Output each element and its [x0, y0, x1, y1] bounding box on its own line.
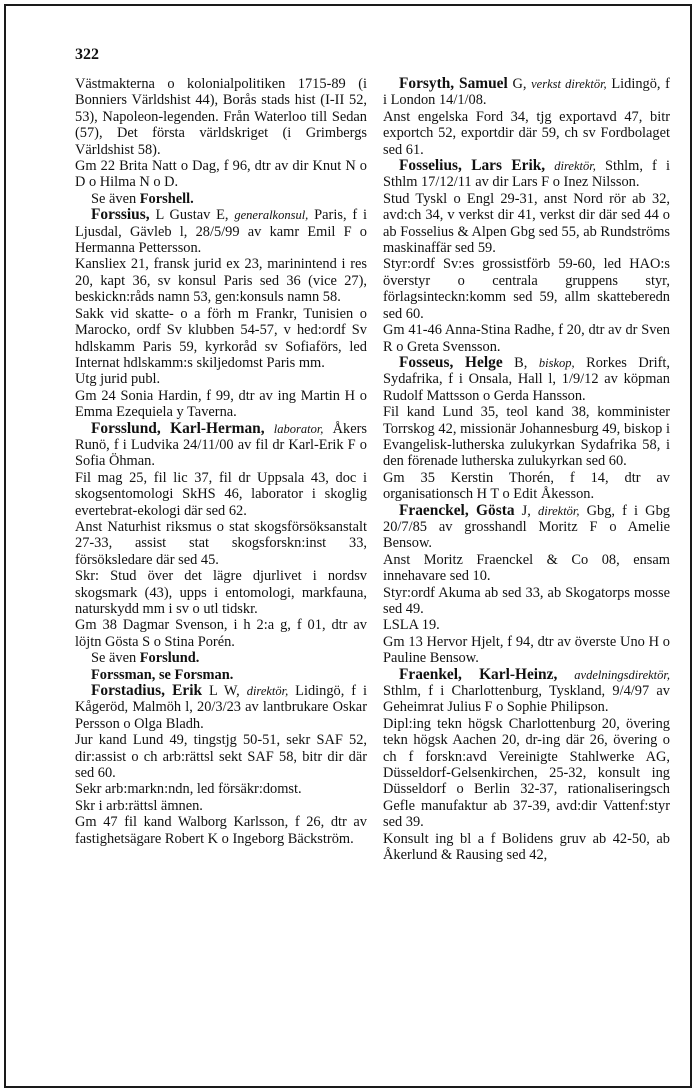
entry-initials: B, — [514, 354, 528, 371]
entry-text: Rorkes Drift, Sydafrika, f i Onsala, Hall l, 1/9/12 av köpman Rudolf Mattsson o Gerda Hansson. — [383, 354, 670, 404]
entry-paragraph: Dipl:ing tekn högsk Charlottenburg 20, övering tekn högsk Aachen 20, dr-ing där 26, övering o ch f forskn:avd Vereinigte Stahlwerke AG, Düsseldorf-Gelsenkirchen, 25-32, konsult ing Düsseldorf o Berlin 32-37, rationaliseringsch Gefle manufaktur ab 37-39, avd:dir Vattenf:styr sed 39. — [383, 715, 670, 831]
entry-paragraph: Västmakterna o kolonialpolitiken 1715-89 (i Bonniers Världshist 44), Borås stads hist (I-II 52, 53), Napoleon-legenden. Från Waterloo till Sedan (57), Det första världskriget (i Grimbergs Världshist 58). — [75, 76, 367, 158]
entry-paragraph: Anst Moritz Fraenckel & Co 08, ensam innehavare sed 10. — [383, 551, 670, 585]
entry-name: Fraenckel, Gösta — [399, 501, 515, 519]
biography-entry — [75, 421, 367, 470]
entry-text: Åkers Runö, f i Ludvika 24/11/00 av fil dr Karl-Erik F o Sofia Öhman. — [75, 420, 367, 470]
entry-name: Fosseus, Helge — [399, 353, 503, 371]
page-number: 322 — [75, 46, 99, 63]
entry-initials: L Gustav E, — [155, 207, 229, 224]
biography-entry — [383, 76, 670, 109]
entry-name: Forsyth, Samuel — [399, 75, 508, 92]
entry-title: laborator, — [273, 421, 324, 436]
entry-paragraph: Sekr arb:markn:ndn, led försäkr:domst. — [75, 781, 302, 798]
entry-text: Lidingö, f i London 14/1/08. — [383, 76, 670, 109]
entry-text: Lidingö, f i Kågeröd, Malmöh l, 20/3/23 av lantbrukare Oskar Persson o Olga Bladh. — [75, 683, 367, 732]
entry-title: direktör, — [537, 503, 580, 518]
entry-name: Forssius, — [91, 206, 150, 224]
entry-paragraph: Kansliex 21, fransk jurid ex 23, marinintend i res 20, kapt 36, sv konsul Paris sed 36 (vice 27), beskickn:råds namn 53, gen:konsuls namn 58. — [75, 256, 367, 306]
entry-title: verkst direktör, — [531, 77, 607, 91]
entry-paragraph: Styr:ordf Akuma ab sed 33, ab Skogatorps mosse sed 49. — [383, 584, 670, 617]
entry-initials: J, — [521, 502, 531, 519]
entry-text: Paris, f i Ljusdal, Gävleb l, 28/5/99 av kamr Emil F o Hermanna Pettersson. — [75, 207, 367, 257]
entry-paragraph: Sakk vid skatte- o a förh m Frankr, Tunisien o Marocko, ordf Sv klubben 54-57, v hed:ordf Sv hdlskamm Paris 59, kyrkoråd sv Sofiaförs, led Internat hdlskamm:s skiljedomst Paris mm. — [75, 305, 367, 371]
entry-paragraph: Gm 41-46 Anna-Stina Radhe, f 20, dtr av dr Sven R o Greta Svensson. — [383, 322, 670, 355]
cross-reference — [75, 191, 367, 207]
entry-paragraph: Konsult ing bl a f Bolidens gruv ab 42-50, ab Åkerlund & Rausing sed 42, — [383, 830, 670, 864]
see-prefix: Se även — [91, 190, 137, 207]
entry-paragraph: Skr i arb:rättsl ämnen. — [75, 797, 203, 814]
left-column — [75, 76, 367, 847]
entry-paragraph: Gm 22 Brita Natt o Dag, f 96, dtr av dir Knut N o D o Hilma N o D. — [75, 158, 367, 191]
right-column — [383, 76, 670, 864]
entry-paragraph: Fil kand Lund 35, teol kand 38, komminister Torrskog 42, missionär Johannesburg 49, biskop i Evangelisk-lutherska zulukyrkan Sydafrika 58, i den förenade lutherska zulukyrkan sed 60. — [383, 404, 670, 470]
biography-entry — [383, 503, 670, 552]
entry-paragraph: Gm 47 fil kand Walborg Karlsson, f 26, dtr av fastighetsägare Robert K o Ingeborg Bäckström. — [75, 814, 367, 847]
entry-name: Forstadius, Erik — [91, 682, 203, 700]
entry-paragraph: Utg jurid publ. — [75, 371, 161, 388]
entry-name: Fosselius, Lars Erik, — [399, 157, 546, 175]
see-target: Forssman, se Forsman. — [91, 666, 234, 683]
biography-entry — [383, 158, 670, 191]
entry-title: biskop, — [538, 355, 575, 370]
entry-paragraph: Anst Naturhist riksmus o stat skogsförsöksanstalt 27-33, assist stat skogsforskn:inst 33, försöksledare där sed 45. — [75, 518, 367, 568]
entry-paragraph: Gm 35 Kerstin Thorén, f 14, dtr av organisationsch H T o Edit Åkesson. — [383, 469, 670, 503]
entry-text: Gbg, f i Gbg 20/7/85 av grosshandl Moritz F o Amelie Bensow. — [383, 502, 670, 552]
see-target: Forslund. — [139, 650, 200, 667]
entry-text: Sthlm, f i Charlottenburg, Tyskland, 9/4/97 av Geheimrat Julius F o Sophie Philipson. — [383, 683, 670, 716]
entry-name: Forsslund, Karl-Herman, — [91, 419, 265, 437]
cross-reference — [75, 667, 367, 683]
entry-initials: L W, — [209, 683, 240, 700]
entry-paragraph: Styr:ordf Sv:es grossistförb 59-60, led HAO:s överstyr o centrala gruppens styr, förlagsinteckn:komm sed 59, allm skatteberedn sed 60. — [383, 256, 670, 322]
entry-title: generalkonsul, — [234, 208, 309, 223]
see-prefix: Se även — [91, 650, 137, 667]
cross-reference — [75, 650, 367, 666]
entry-paragraph: Gm 24 Sonia Hardin, f 99, dtr av ing Martin H o Emma Ezequiela y Taverna. — [75, 387, 367, 421]
biography-entry — [383, 355, 670, 404]
entry-text: Sthlm, f i Sthlm 17/12/11 av dir Lars F o Inez Nilsson. — [383, 158, 670, 191]
biography-entry — [75, 683, 367, 732]
entry-title: avdelningsdirektör, — [574, 667, 670, 682]
entry-paragraph: Anst engelska Ford 34, tjg exportavd 47, bitr exportch 52, exportdir där 59, ch sv Fordbolaget sed 61. — [383, 108, 670, 158]
entry-paragraph: LSLA 19. — [383, 617, 440, 634]
entry-paragraph: Gm 13 Hervor Hjelt, f 94, dtr av överste Uno H o Pauline Bensow. — [383, 633, 670, 667]
entry-paragraph: Jur kand Lund 49, tingstjg 50-51, sekr SAF 52, dir:assist o ch arb:rättsl sekt SAF 58, bitr dir där sed 60. — [75, 732, 367, 782]
entry-initials: G, — [512, 76, 527, 92]
entry-paragraph: Fil mag 25, fil lic 37, fil dr Uppsala 43, doc i skogsentomologi SkHS 46, laborator i skoglig evertebrat-ekologi där sed 62. — [75, 469, 367, 519]
biography-entry — [383, 667, 670, 716]
biography-entry — [75, 207, 367, 256]
entry-title: direktör, — [554, 159, 596, 174]
entry-paragraph: Skr: Stud över det lägre djurlivet i nordsv skogsmark (43), upps i entomologi, markfauna, naturskydd mm i sv o utl tidskr. — [75, 568, 367, 617]
see-target: Forshell. — [139, 190, 194, 207]
entry-paragraph: Gm 38 Dagmar Svenson, i h 2:a g, f 01, dtr av löjtn Gösta S o Stina Porén. — [75, 617, 367, 650]
entry-paragraph: Stud Tyskl o Engl 29-31, anst Nord rör ab 32, avd:ch 34, v verkst dir 41, verkst dir där sed 44 o ab Fosselius & Alpen Gbg sed 55, ab Rundströms maskinaffär sed 59. — [383, 190, 670, 257]
entry-title: direktör, — [246, 684, 289, 699]
entry-name: Fraenkel, Karl-Heinz, — [399, 665, 558, 683]
